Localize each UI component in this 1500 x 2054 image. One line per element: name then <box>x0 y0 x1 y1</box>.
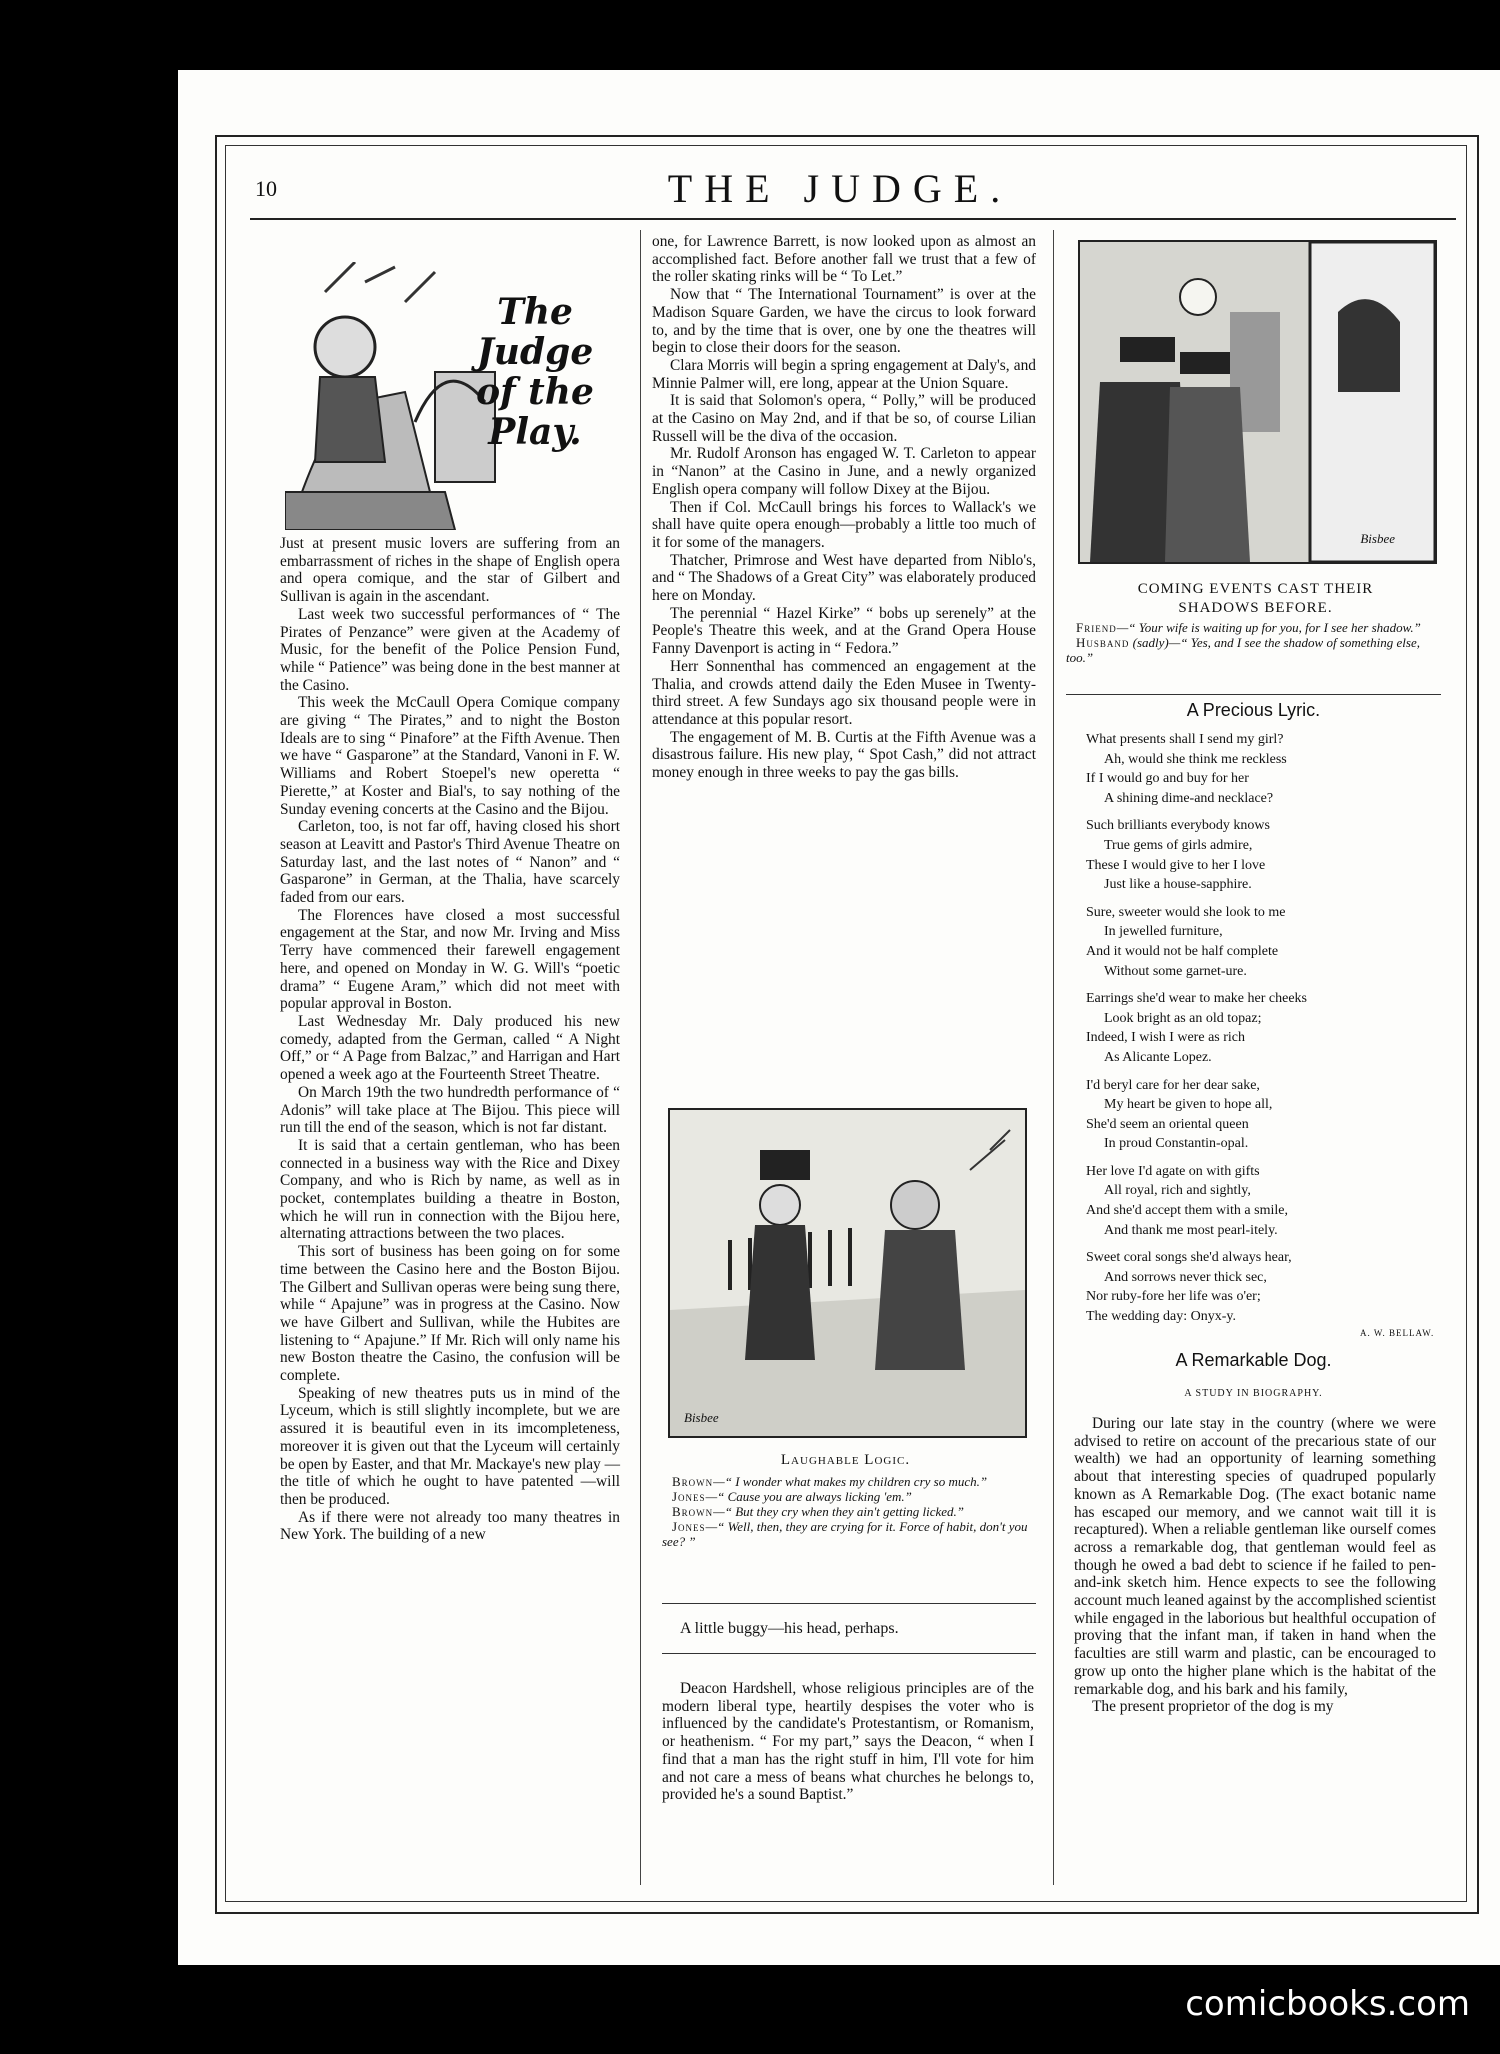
paragraph: one, for Lawrence Barrett, is now looked upon as almost an accomplished fact. Before another fall we trust that a few of the roller skating rinks will be “ To Let.” <box>652 233 1036 286</box>
paragraph: Mr. Rudolf Aronson has engaged W. T. Carleton to appear in “Nanon” at the Casino in June, and a newly organized English opera company will follow Dixey at the Bijou. <box>652 445 1036 498</box>
paragraph: Clara Morris will begin a spring engagement at Daly's, and Minnie Palmer will, ere long, appear at the Union Square. <box>652 356 1036 392</box>
verse-line: In jewelled furniture, <box>1104 924 1223 940</box>
speech: —“ But they cry when they ain't getting licked.” <box>713 1504 964 1519</box>
verse-line: Her love I'd agate on with gifts <box>1086 1163 1260 1179</box>
masthead-rule <box>250 218 1456 220</box>
paragraph: Thatcher, Primrose and West have departed from Niblo's, and “ The Shadows of a Great City” was elaborately produced here on Monday. <box>652 551 1036 605</box>
verse-line: Just like a house-sapphire. <box>1104 877 1252 893</box>
dialogue-line <box>662 1504 1034 1519</box>
coming-events-cartoon <box>1078 240 1437 564</box>
verse-line: Indeed, I wish I were as rich <box>1086 1030 1245 1046</box>
dog-subtitle: A STUDY IN BIOGRAPHY. <box>1184 1388 1323 1399</box>
paragraph: Last Wednesday Mr. Daly produced his new comedy, adapted from the German, called “ A Night Off,” or “ A Page from Balzac,” and Harrigan and Hart opened a week ago at the Fourteenth Street Theatre. <box>280 1012 620 1084</box>
paragraph: As if there were not already too many theatres in New York. The building of a new <box>280 1508 620 1544</box>
speaker: Friend <box>1076 620 1117 635</box>
stanza <box>1086 989 1436 1067</box>
speaker: Brown <box>672 1504 714 1519</box>
column-1-text <box>280 535 620 1845</box>
verse-line: And sorrows never thick sec, <box>1104 1269 1267 1285</box>
verse-line: These I would give to her I love <box>1086 857 1266 873</box>
speaker: Husband <box>1076 635 1130 650</box>
speech: —“ Well, then, they are crying for it. Force of habit, don't you see? ” <box>662 1519 1028 1549</box>
watermark: comicbooks.com <box>1185 1984 1470 2024</box>
dialogue-line <box>662 1489 1034 1504</box>
page-number: 10 <box>255 176 277 201</box>
verse-line: Sweet coral songs she'd always hear, <box>1086 1250 1292 1266</box>
column-2-text <box>652 233 1036 1073</box>
cartoon-drawing <box>1080 242 1435 562</box>
paragraph: It is said that a certain gentleman, who has been connected in a business way with the Rice and Dixey Company, and who is Rich by name, as well as in pocket, contemplates building a theatre in Boston, which he will run in connection with the Bijou here, alternating attractions between the two places. <box>280 1136 620 1243</box>
quip-text: A little buggy—his head, perhaps. <box>680 1620 899 1637</box>
dialogue-line <box>1066 635 1441 665</box>
cartoon-caption <box>1078 580 1433 618</box>
divider <box>1066 694 1441 695</box>
poem-author: A. W. BELLAW. <box>1360 1328 1435 1338</box>
stanza <box>1086 816 1436 894</box>
divider <box>662 1653 1036 1654</box>
verse-line: In proud Constantin-opal. <box>1104 1136 1249 1152</box>
caption-line-1: COMING EVENTS CAST THEIR <box>1137 581 1374 597</box>
cartoon-signature: Bisbee <box>684 1410 719 1425</box>
speech: —“ Your wife is waiting up for you, for I see her shadow.” <box>1116 620 1421 635</box>
dialogue-line <box>1066 620 1441 635</box>
cartoon-caption <box>668 1452 1023 1469</box>
verse-line: And it would not be half complete <box>1086 943 1279 959</box>
verse-line: If I would go and buy for her <box>1086 771 1249 787</box>
paragraph: The engagement of M. B. Curtis at the Fifth Avenue was a disastrous failure. His new play, “ Spot Cash,” did not attract money enough in three weeks to pay the gas bills. <box>652 728 1036 782</box>
paragraph: It is said that Solomon's opera, “ Polly,” will be produced at the Casino on May 2nd, and if that be so, of course Lilian Russell will be the diva of the occasion. <box>652 392 1036 445</box>
paragraph: This sort of business has been going on for some time between the Casino here and the Boston Bijou. The Gilbert and Sullivan operas were being sung there, while “ Apajune” was in progress at the Casino. Now we have Gilbert and Sullivan, while the Hubites are listening to “ Apajune.” If Mr. Rich will only name his new Boston theatre the Casino, the confusion will be complete. <box>280 1243 620 1385</box>
paragraph: On March 19th the two hundredth performance of “ Adonis” will take place at The Bijou. This piece will run till the end of the season, which is not far distant. <box>280 1083 620 1137</box>
judge-of-the-play-vignette <box>285 262 610 530</box>
verse-line: All royal, rich and sightly, <box>1104 1183 1251 1199</box>
verse-line: And thank me most pearl-itely. <box>1104 1222 1278 1238</box>
caption-text: Laughable Logic. <box>780 1452 911 1468</box>
speaker: Jones <box>672 1519 706 1534</box>
speaker: Jones <box>672 1489 706 1504</box>
speech: —“ I wonder what makes my children cry so much.” <box>713 1474 988 1489</box>
divider <box>662 1603 1036 1604</box>
paragraph: The perennial “ Hazel Kirke” “ bobs up serenely” at the People's Theatre this week, and at the Grand Opera House Fanny Davenport is acting in “ Fedora.” <box>652 604 1036 658</box>
paragraph: Just at present music lovers are suffering from an embarrassment of riches in the shape of English opera and opera comique, and the star of Gilbert and Sullivan is again in the ascendant. <box>280 535 620 606</box>
poem-body <box>1086 730 1436 1335</box>
paragraph: Herr Sonnenthal has commenced an engagement at the Thalia, and crowds attend daily the Eden Musee in Twenty-third street. A few Sundays ago six thousand people were in attendance at this popular resort. <box>652 657 1036 728</box>
verse-line: The wedding day: Onyx-y. <box>1086 1309 1236 1325</box>
paragraph: During our late stay in the country (where we were advised to retire on account of the precarious state of our wealth) we had an opportunity of learning something about that interesting species of quadruped popularly known as A Remarkable Dog. (The exact botanic name has escaped our memory, and we cannot wait till it is recaptured). When a reliable gentleman like ourself comes across a remarkable dog, that gentleman would feel as though he owed a bad debt to science if he failed to pen-and-ink sketch him. Hence expects to see the following account much leaned against by the accomplished scientist while engaged in the laborious but healthful occupation of proving that the infant man, if taken in hand when the faculties are still warm and plastic, can be encouraged to grow up onto the higher plane which is the habitat of the remarkable dog, and his bark and his family, <box>1074 1415 1436 1698</box>
paragraph: Last week two successful performances of “ The Pirates of Penzance” were given at the Academy of Music, for the benefit of the Police Pension Fund, while “ Patience” was being done in the best manner at the Casino. <box>280 605 620 694</box>
stanza <box>1086 1248 1436 1326</box>
verse-line: Sure, sweeter would she look to me <box>1086 904 1286 920</box>
dialogue-line <box>662 1474 1034 1489</box>
vignette-title: The Judge of the Play. <box>476 291 594 453</box>
verse-line: Without some garnet-ure. <box>1104 963 1247 979</box>
paragraph: The present proprietor of the dog is my <box>1092 1698 1334 1716</box>
verse-line: As Alicante Lopez. <box>1104 1049 1212 1065</box>
cartoon-dialogue <box>662 1474 1034 1549</box>
paragraph: Now that “ The International Tournament” is over at the Madison Square Garden, we have the circus to look forward to, and by the time that is over, one by one the theatres will begin to close their doors for the season. <box>652 286 1036 357</box>
masthead: THE JUDGE. <box>667 166 1013 211</box>
paragraph: Carleton, too, is not far off, having closed his short season at Leavitt and Pastor's Third Avenue Theatre on Saturday last, and the last notes of “ Nanon” and “ Gasparone” in German, at the Thalia, have scarcely faded from our ears. <box>280 818 620 907</box>
dialogue-line <box>662 1519 1034 1549</box>
dog-title: A Remarkable Dog. <box>1175 1350 1332 1370</box>
cartoon-drawing <box>670 1110 1025 1436</box>
column-divider-2 <box>1053 230 1054 1885</box>
verse-line: Ah, would she think me reckless <box>1104 751 1287 767</box>
verse-line: Look bright as an old topaz; <box>1104 1010 1262 1026</box>
paragraph: Then if Col. McCaull brings his forces to Wallack's we shall have quite opera enough—probably a little too much of it for some of the managers. <box>652 498 1036 551</box>
paragraph: This week the McCaull Opera Comique company are giving “ The Pirates,” and to night the Boston Ideals are to sing “ Pinafore” at the Fifth Avenue. Then we have “ Gasparone” at the Standard, Vanoni in F. W. Williams and Robert Stoepel's new operetta “ Pierette,” at Koster and Bial's, to say nothing of the Sunday evening concerts at the Casino and the Bijou. <box>280 694 620 818</box>
stanza <box>1086 1076 1436 1154</box>
speech: —“ Cause you are always licking 'em.” <box>705 1489 912 1504</box>
laughable-logic-cartoon <box>668 1108 1027 1438</box>
verse-line: And she'd accept them with a smile, <box>1086 1203 1288 1219</box>
speaker: Brown <box>672 1474 714 1489</box>
verse-line: Nor ruby-fore her life was o'er; <box>1086 1289 1261 1305</box>
verse-line: True gems of girls admire, <box>1104 837 1253 853</box>
paragraph: Speaking of new theatres puts us in mind of the Lyceum, which is still slightly incomplete, but we are assured it is beautiful even in its imcompleteness, moreover it is given out that the Lyceum will certainly be open by Easter, and that Mr. Mackaye's new play —the title of which he ought to have patented —will then be produced. <box>280 1384 620 1508</box>
deacon-paragraph <box>662 1680 1034 1804</box>
verse-line: I'd beryl care for her dear sake, <box>1086 1077 1260 1093</box>
stanza <box>1086 903 1436 981</box>
speech: (sadly)—“ Yes, and I see the shadow of something else, too.” <box>1066 635 1420 665</box>
caption-line-2: SHADOWS BEFORE. <box>1178 600 1333 616</box>
verse-line: Earrings she'd wear to make her cheeks <box>1086 991 1307 1007</box>
column-divider-1 <box>640 230 641 1885</box>
poem-title: A Precious Lyric. <box>1186 700 1321 720</box>
quip <box>680 1620 1030 1638</box>
verse-line: A shining dime-and necklace? <box>1104 790 1274 806</box>
verse-line: My heart be given to hope all, <box>1104 1097 1273 1113</box>
cartoon-dialogue <box>1066 620 1441 665</box>
stanza <box>1086 1162 1436 1240</box>
paragraph: The Florences have closed a most successful engagement at the Star, and now Mr. Irving and Miss Terry have commenced their farewell engagement here, and opened on Monday in W. G. Will's “poetic drama” “ Eugene Aram,” which did not meet with popular approval in Boston. <box>280 906 620 1013</box>
stanza <box>1086 730 1436 808</box>
verse-line: What presents shall I send my girl? <box>1086 732 1284 747</box>
cartoon-signature: Bisbee <box>1360 531 1395 546</box>
dog-text <box>1074 1415 1436 1716</box>
paragraph: Deacon Hardshell, whose religious principles are of the modern liberal type, heartily despises the voter who is influenced by the candidate's Protestantism, or Romanism, or heathenism. “ For my part,” says the Deacon, “ when I find that a man has the right stuff in him, I'll vote for him and not care a mess of beans what churches he belongs to, provided he's a sound Baptist.” <box>662 1680 1034 1804</box>
verse-line: She'd seem an oriental queen <box>1086 1116 1249 1132</box>
verse-line: Such brilliants everybody knows <box>1086 818 1270 834</box>
